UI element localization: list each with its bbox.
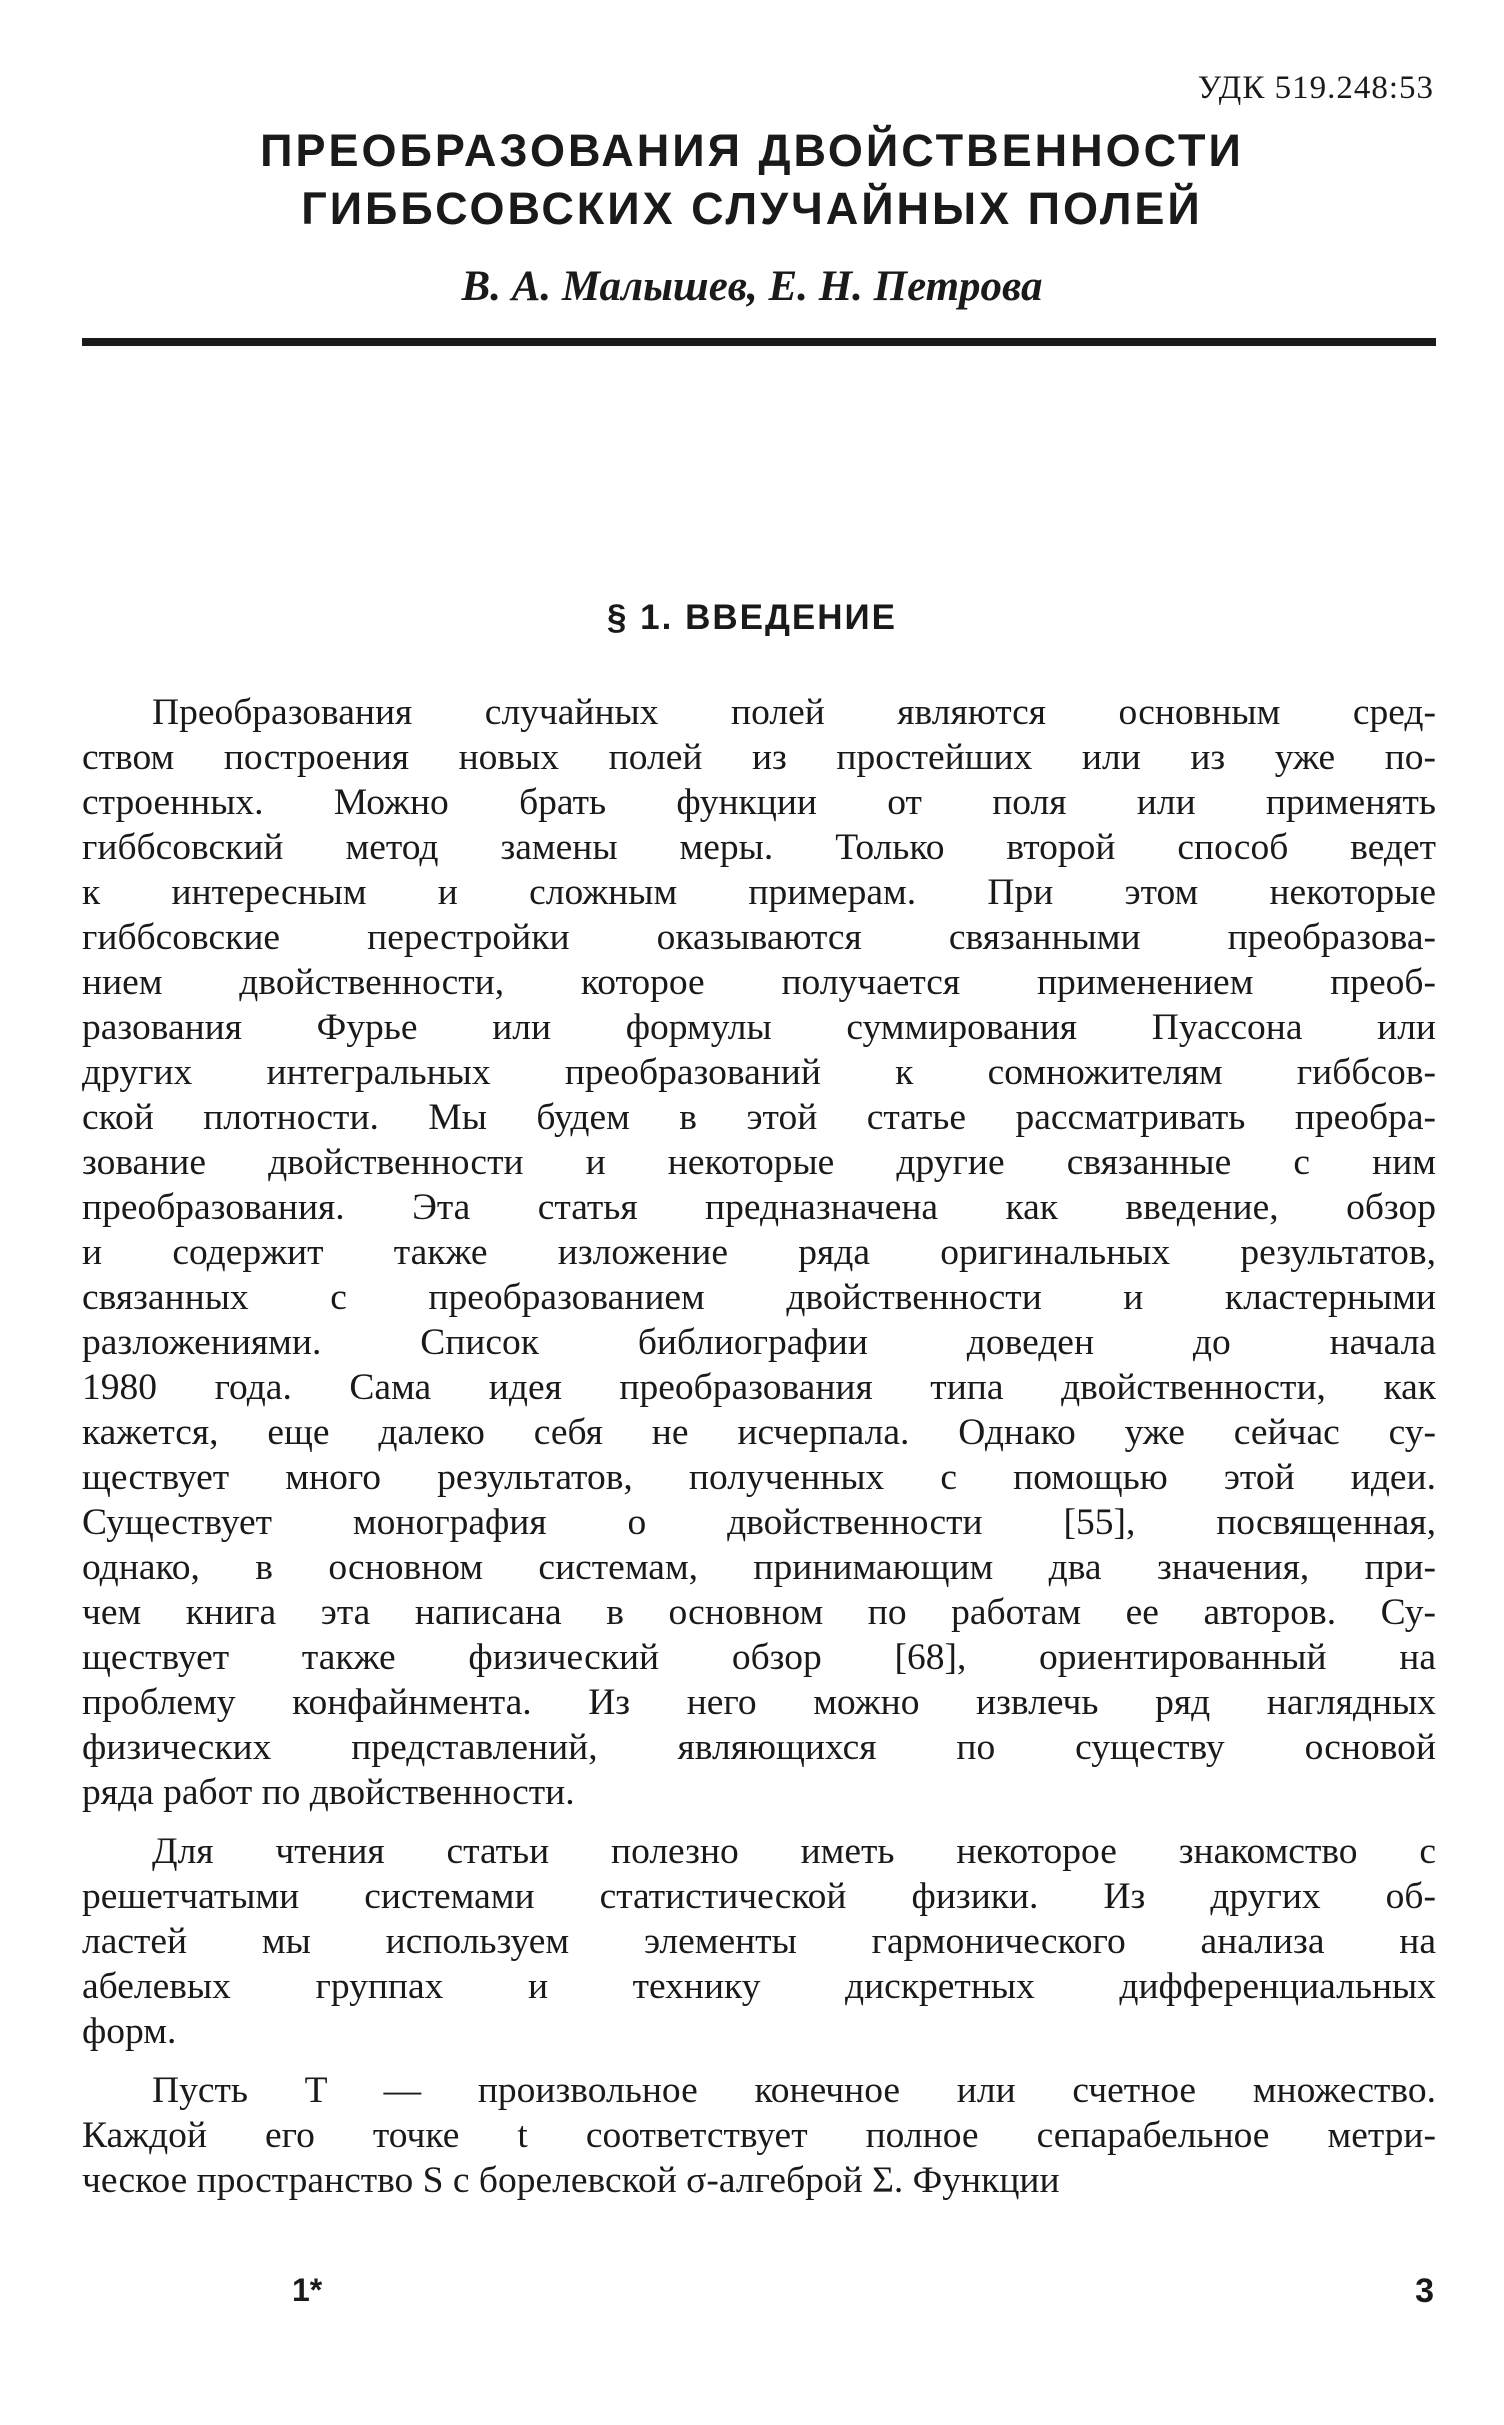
text-line: и содержит также изложение ряда оригинальных результатов, — [82, 1232, 1436, 1273]
signature-mark: 1* — [292, 2272, 323, 2308]
udc-code: УДК 519.248:53 — [1197, 70, 1434, 106]
paragraph — [82, 2068, 1436, 2203]
text-line: физических представлений, являющихся по существу основой — [82, 1727, 1436, 1768]
text-line: строенных. Можно брать функции от поля или применять — [82, 782, 1436, 823]
text-line: ством построения новых полей из простейших или из уже по- — [82, 737, 1436, 778]
header-rule — [82, 338, 1436, 346]
text-line: разования Фурье или формулы суммирования Пуассона или — [82, 1007, 1436, 1048]
title-line: ПРЕОБРАЗОВАНИЯ ДВОЙСТВЕННОСТИ — [260, 125, 1244, 176]
text-line: Пусть T — произвольное конечное или счетное множество. — [152, 2070, 1436, 2111]
text-line: нием двойственности, которое получается применением преоб- — [82, 962, 1436, 1003]
paragraph-gap — [82, 1815, 1436, 1829]
body-text — [82, 690, 1436, 2203]
text-line: гиббсовские перестройки оказываются связанными преобразова- — [82, 917, 1436, 958]
text-line: Каждой его точке t соответствует полное сепарабельное метри- — [82, 2115, 1436, 2156]
title-line: ГИББСОВСКИХ СЛУЧАЙНЫХ ПОЛЕЙ — [301, 183, 1203, 234]
text-line: к интересным и сложным примерам. При этом некоторые — [82, 872, 1436, 913]
section-heading: § 1. ВВЕДЕНИЕ — [606, 598, 898, 637]
text-line: связанных с преобразованием двойственности и кластерными — [82, 1277, 1436, 1318]
text-line: ской плотности. Мы будем в этой статье рассматривать преобра- — [82, 1097, 1436, 1138]
page-number: 3 — [1415, 2272, 1434, 2310]
text-line: ряда работ по двойственности. — [82, 1772, 575, 1813]
text-line: ществует также физический обзор [68], ориентированный на — [82, 1637, 1436, 1678]
text-line: зование двойственности и некоторые другие связанные с ним — [82, 1142, 1436, 1183]
text-line: преобразования. Эта статья предназначена как введение, обзор — [82, 1187, 1436, 1228]
text-line: ластей мы используем элементы гармонического анализа на — [82, 1921, 1436, 1962]
text-line: ческое пространство S с борелевской σ-алгеброй Σ. Функции — [82, 2160, 1060, 2201]
text-line: форм. — [82, 2011, 177, 2052]
text-line: разложениями. Список библиографии доведен до начала — [82, 1322, 1436, 1363]
text-line: однако, в основном системам, принимающим два значения, при- — [82, 1547, 1436, 1588]
text-line: проблему конфайнмента. Из него можно извлечь ряд наглядных — [82, 1682, 1436, 1723]
text-line: абелевых группах и технику дискретных дифференциальных — [82, 1966, 1436, 2007]
paragraph — [82, 690, 1436, 1815]
text-line: других интегральных преобразований к сомножителям гиббсов- — [82, 1052, 1436, 1093]
text-line: Для чтения статьи полезно иметь некоторое знакомство с — [152, 1831, 1436, 1872]
text-line: чем книга эта написана в основном по работам ее авторов. Су- — [82, 1592, 1436, 1633]
text-line: решетчатыми системами статистической физики. Из других об- — [82, 1876, 1436, 1917]
authors: В. А. Малышев, Е. Н. Петрова — [461, 263, 1043, 310]
text-line: Существует монография о двойственности [55], посвященная, — [82, 1502, 1436, 1543]
text-line: кажется, еще далеко себя не исчерпала. Однако уже сейчас су- — [82, 1412, 1436, 1453]
paragraph-gap — [82, 2054, 1436, 2068]
text-line: ществует много результатов, полученных с помощью этой идеи. — [82, 1457, 1436, 1498]
paragraph — [82, 1829, 1436, 2054]
text-line: Преобразования случайных полей являются основным сред- — [152, 692, 1436, 733]
article-title — [0, 122, 1504, 238]
text-line: гиббсовский метод замены меры. Только второй способ ведет — [82, 827, 1436, 868]
text-line: 1980 года. Сама идея преобразования типа двойственности, как — [82, 1367, 1436, 1408]
